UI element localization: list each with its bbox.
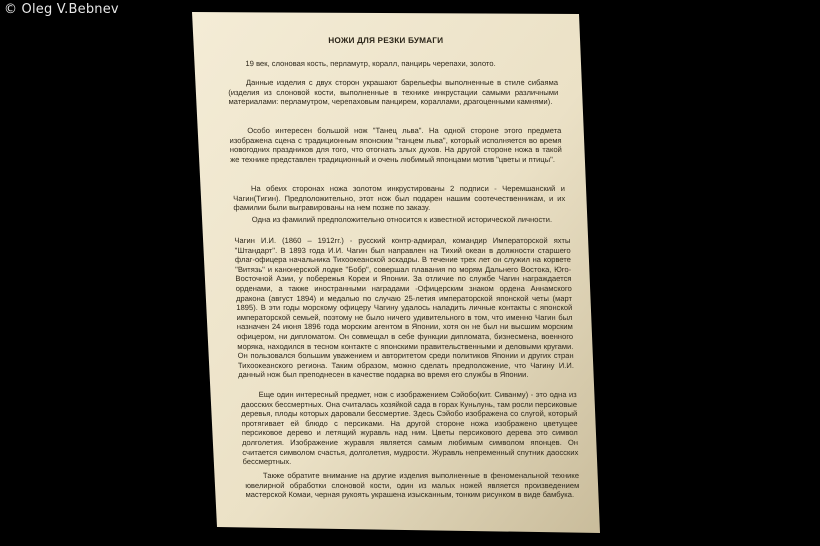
paragraph-lion-dance: Особо интересен большой нож "Танец льва". На одной стороне этого предмета изображена сцена с традиционным японским "танцем льва", который исполняется во время новогодних праздников для того, что отогнать злых духов. На другой стороне ножа в такой же технике представлен традиционный и очень любимый японцами мотив "цветы и птицы". — [229, 126, 562, 164]
paragraph-shibayama: Данные изделия с двух сторон украшают барельефы выполненные в стиле сибаяма (изделия из слоновой кости, выполненные в технике инкрустации самыми различными материалами: перламутром, черепаховым панцирем, кораллами, драгоценными камнями). — [228, 78, 559, 107]
watermark: © Oleg V.Bebnev — [4, 2, 119, 17]
placard-text-area — [192, 12, 593, 532]
paragraph-personality: Одна из фамилий предположительно относится к известной исторической личности. — [251, 215, 553, 224]
placard-title: НОЖИ ДЛЯ РЕЗКИ БУМАГИ — [328, 36, 444, 45]
paragraph-signatures: На обеих сторонах ножа золотом инкрустированы 2 подписи - Черемшанский и Чагин(Тигин). Предположительно, этот нож был подарен нашим соотечественникам, и их фамилии были выгравированы на нем позже по заказу. — [233, 184, 566, 213]
paragraph-seiobo: Еще один интересный предмет, нож с изображением Сэйобо(кит. Сиванму) - это одна из даосских бессмертных. Она считалась хозяйкой сада в горах Куньлунь, там росли персиковые деревья, плоды которых даровали бессмертие. Здесь Сэйобо изображена со слугой, который протягивает ей блюдо с персиками. На другой стороне ножа изображено цветущее персиковое дерево и летящий журавль над ним. Цветы персикового дерева это символ долголетия. Изображение журавля является самым любимым символом японцев. Он считается символом счастья, долголетия, мудрости. Журавль непременный спутник даосских бессмертных. — [240, 390, 579, 467]
paragraph-chagin-bio: Чагин И.И. (1860 – 1912гг.) - русский контр-адмирал, командир Императорской яхты "Штандарт". В 1893 года И.И. Чагин был направлен на Тихий океан в должности старшего флаг-офицера начальника Тихоокеанской эскадры. В течение трех лет он служил на корвете "Витязь" и канонерской лодке "Бобр", совершал плавания по морям Дальнего Востока, Юго-Восточной Азии, у побережья Кореи и Японии. За отличие по службе Чагин награждается орденами, а также иностранными наградами -Офицерским знаком ордена Аннамского дракона (август 1894) и медалью по случаю 25-летия императорской японской четы (март 1895). В эти годы морскому офицеру Чагину удалось наладить личные контакты с японской императорской семьей, поэтому не было ничего удивительного в том, что именно Чагин был назначен 24 июня 1896 года морским агентом в Японии, хотя он не был ни высшим морским офицером, ни дипломатом. Он совмещал в себе функции дипломата, бизнесмена, военного моряка, находился в тесном контакте с японскими правительственными и деловыми кругами. Он пользовался большим уважением и авторитетом среди политиков Японии и других стран Тихоокеанского региона. Таким образом, можно сделать предположение, что Чагину И.И. данный нож был преподнесен в качестве подарка во время его службы в Японии. — [234, 236, 575, 380]
paragraph-komai: Также обратите внимание на другие изделия выполненные в феноменальной технике ювелирной обработки слоновой кости, один из малых ножей является произведением мастерской Комаи, черная рукоять украшена изысканным, тонким рисунком в виде бамбука. — [245, 471, 580, 500]
paragraph-materials: 19 век, слоновая кость, перламутр, коралл, панцирь черепахи, золото. — [245, 59, 496, 68]
